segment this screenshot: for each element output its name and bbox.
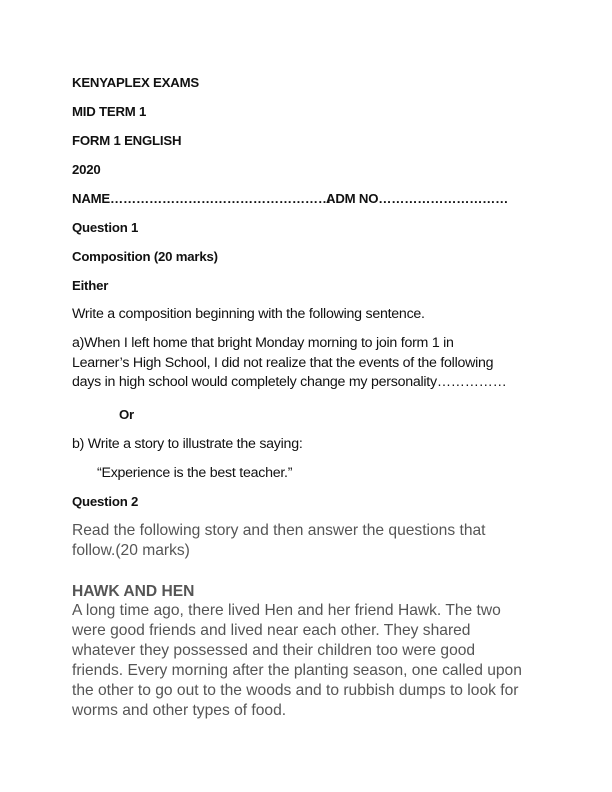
story-line: whatever they possessed and their children too were good (72, 642, 476, 659)
story-line: A long time ago, there lived Hen and her friend Hawk. The two (72, 602, 501, 619)
story-line: friends. Every morning after the planting season, one called upon (72, 662, 522, 679)
question-2-title: Question 2 (72, 494, 139, 509)
year-heading: 2020 (72, 162, 101, 177)
saying-quote: “Experience is the best teacher.” (97, 465, 293, 481)
adm-no-field-label: ADM NO………………………… (326, 191, 509, 206)
question-1-title: Question 1 (72, 220, 139, 235)
story-line: worms and other types of food. (72, 702, 287, 719)
instruction-line: Read the following story and then answer the questions that (72, 522, 486, 539)
subject-heading: FORM 1 ENGLISH (72, 133, 182, 148)
or-label: Or (119, 407, 134, 422)
story-passage (72, 601, 552, 721)
option-a-line: a)When I left home that bright Monday morning to join form 1 in (72, 335, 454, 351)
story-title: HAWK AND HEN (72, 583, 195, 600)
term-heading: MID TERM 1 (72, 104, 147, 119)
option-b-text: b) Write a story to illustrate the saying: (72, 436, 303, 452)
story-line: were good friends and lived near each other. They shared (72, 622, 471, 639)
either-label: Either (72, 278, 109, 293)
instruction-line: follow.(20 marks) (72, 542, 190, 559)
story-line: the other to go out to the woods and to rubbish dumps to look for (72, 682, 519, 699)
option-a-line: Learner’s High School, I did not realize that the events of the following (72, 354, 494, 371)
composition-section-title: Composition (20 marks) (72, 249, 218, 264)
name-field-label: NAME…………………………………………… (72, 191, 331, 206)
publisher-heading: KENYAPLEX EXAMS (72, 75, 199, 90)
option-a-line: days in high school would completely change my personality…………… (72, 374, 507, 390)
composition-instruction: Write a composition beginning with the following sentence. (72, 306, 425, 322)
option-a-text (72, 334, 552, 393)
question-2-instruction (72, 521, 552, 561)
